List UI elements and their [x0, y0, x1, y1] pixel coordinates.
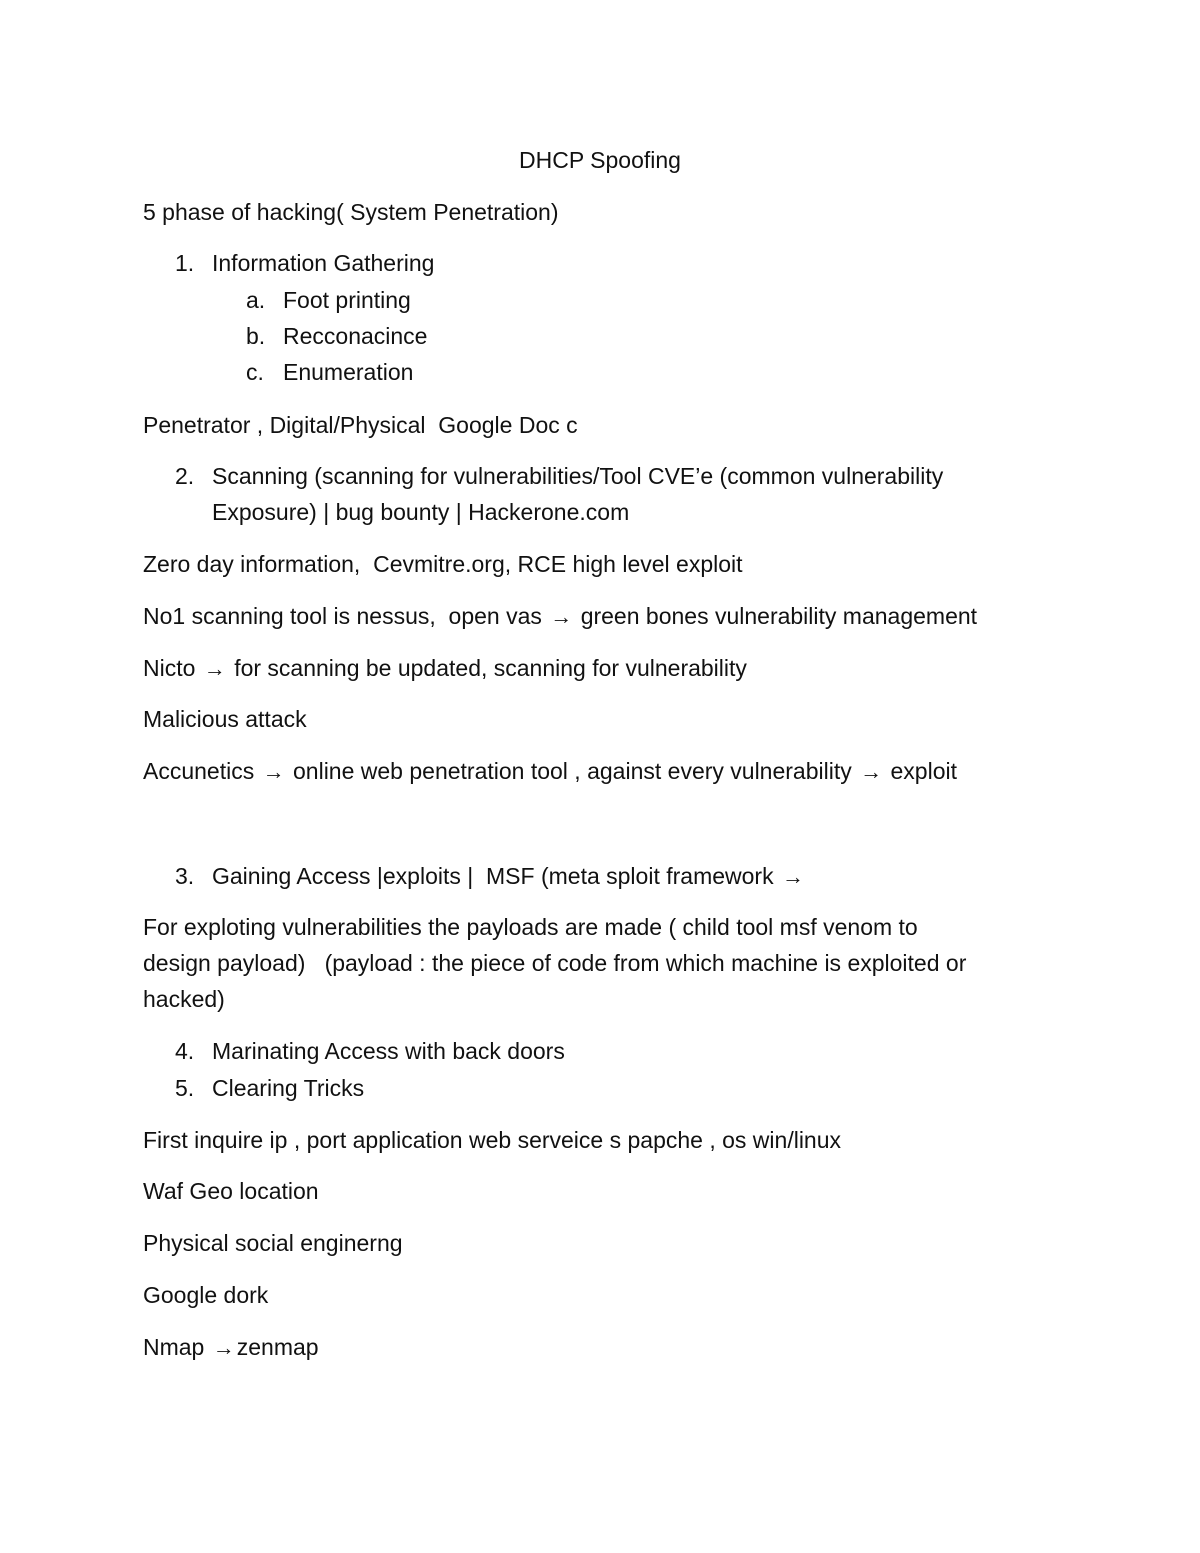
list-item: Clearing Tricks	[212, 1075, 365, 1101]
note-text: Nmap	[143, 1334, 205, 1360]
document-title: DHCP Spoofing	[519, 147, 681, 173]
sublist-letter: c.	[246, 359, 264, 385]
note-line: First inquire ip , port application web serveice s papche , os win/linux	[143, 1127, 842, 1153]
note-line	[143, 1329, 319, 1366]
list-item: Scanning (scanning for vulnerabilities/Tool CVE’e (common vulnerability	[212, 463, 944, 489]
intro-line: 5 phase of hacking( System Penetration)	[143, 199, 559, 225]
note-text: No1 scanning tool is nessus, open vas	[143, 603, 542, 629]
list-number: 2.	[175, 463, 195, 489]
note-line: Penetrator , Digital/Physical Google Doc c	[143, 412, 578, 438]
paragraph-line: design payload) (payload : the piece of code from which machine is exploited or	[143, 950, 967, 976]
note-line	[143, 753, 957, 790]
sublist-letter: b.	[246, 323, 266, 349]
note-line: Waf Geo location	[143, 1178, 319, 1204]
arrow-icon: →	[550, 604, 573, 629]
list-item-text: Gaining Access |exploits | MSF (meta sploit framework	[212, 863, 774, 889]
arrow-icon: →	[203, 656, 226, 681]
paragraph-line: hacked)	[143, 986, 225, 1012]
note-line: Google dork	[143, 1282, 269, 1308]
note-line: Malicious attack	[143, 706, 307, 732]
note-text: green bones vulnerability management	[580, 603, 978, 629]
sublist-item: Enumeration	[283, 359, 414, 385]
sublist-item: Foot printing	[283, 287, 411, 313]
list-item: Marinating Access with back doors	[212, 1038, 565, 1064]
note-line: Zero day information, Cevmitre.org, RCE high level exploit	[143, 551, 743, 577]
note-line	[143, 650, 747, 687]
paragraph-line: For exploting vulnerabilities the payloads are made ( child tool msf venom to	[143, 914, 918, 940]
note-text: Accunetics	[143, 758, 255, 784]
list-number: 1.	[175, 250, 195, 276]
arrow-icon: →	[860, 759, 883, 784]
note-text: Nicto	[143, 655, 196, 681]
arrow-icon: →	[781, 864, 804, 889]
sublist-letter: a.	[246, 287, 266, 313]
arrow-icon: →	[212, 1335, 235, 1360]
note-text: zenmap	[236, 1334, 319, 1360]
note-line	[143, 598, 977, 635]
note-text: for scanning be updated, scanning for vulnerability	[234, 655, 747, 681]
note-text: online web penetration tool , against every vulnerability	[293, 758, 852, 784]
note-text: exploit	[890, 758, 957, 784]
sublist-item: Recconacince	[283, 323, 428, 349]
note-line: Physical social enginerng	[143, 1230, 403, 1256]
list-item-continuation: Exposure) | bug bounty | Hackerone.com	[212, 499, 630, 525]
arrow-icon: →	[262, 759, 285, 784]
list-item: Information Gathering	[212, 250, 435, 276]
list-number: 4.	[175, 1038, 195, 1064]
list-number: 5.	[175, 1075, 195, 1101]
list-item	[212, 858, 806, 895]
list-number: 3.	[175, 863, 195, 889]
